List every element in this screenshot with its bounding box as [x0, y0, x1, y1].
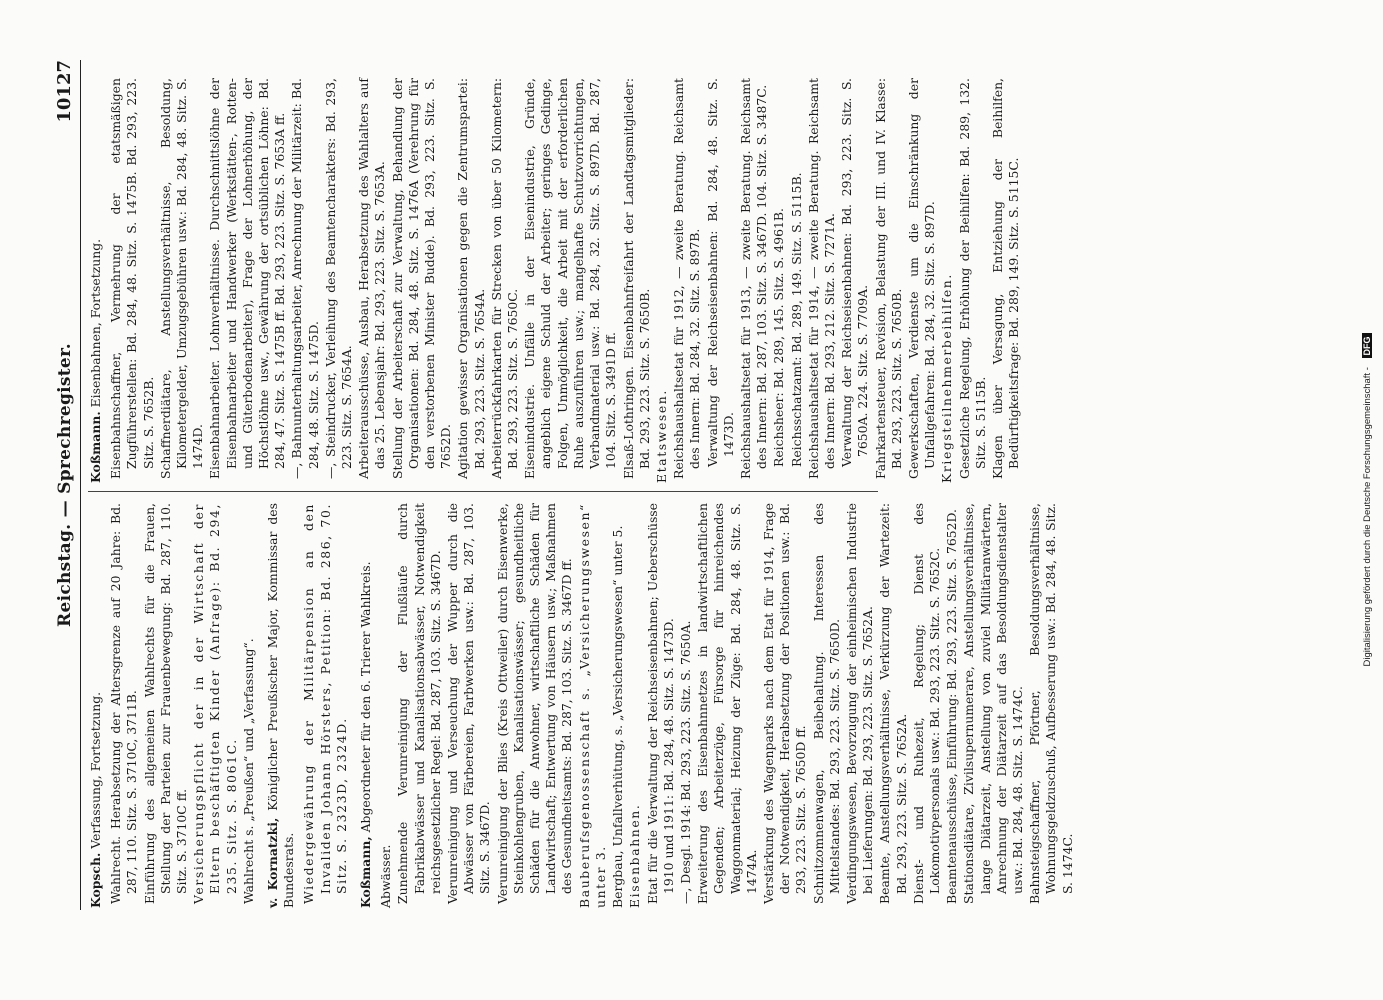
entry-kossmann	[358, 503, 374, 908]
section-heading: Abwässer.	[378, 844, 394, 908]
entry-line: Eisenbahnarbeiter. Lohnverhältnisse. Durchschnittslöhne der Eisenbahnarbeiter und Handwerker (Werkstätten-, Rotten- und Güterbodenarbeiter), Frage der Lohnerhöhung, der Höchstlöhne usw., Gewährung der ortsüblichen Löhne: Bd. 284, 47. Sitz. S. 1475B ff. Bd. 293, 223. Sitz. S. 7653A ff.	[207, 78, 288, 479]
entry-line: Elsaß-Lothringen. Eisenbahnfreifahrt der Landtagsmitglieder: Bd. 293, 223. Sitz. S. 7650B.	[620, 78, 652, 479]
entry-line: Eisenbahnschaffner, Vermehrung der etatsmäßigen Zugführerstellen: Bd. 284, 48. Sitz. S. 1475B. Bd. 293, 223. Sitz. S. 7652B.	[108, 78, 156, 479]
entry-line: Wahlrecht. Herabsetzung der Altersgrenze auf 20 Jahre: Bd. 287, 110. Sitz. S. 3710C, 3711B.	[108, 503, 140, 904]
entry-head: Koßmann.	[88, 411, 103, 483]
entry-line: Stellung der Arbeiterschaft zur Verwaltung, Behandlung der Organisationen: Bd. 284, 48. Sitz. S. 1476A (Verehrung für den verstorbenen Minister Budde). Bd. 293, 223. Sitz. S. 7652D.	[389, 78, 454, 479]
entry-line: Fahrkartensteuer, Revision, Belastung der III. und IV. Klasse: Bd. 293, 223. Sitz. S. 7650B.	[872, 78, 904, 479]
page-header	[50, 60, 81, 910]
entry-line: —, Steindrucker, Verleihung des Beamtencharakters: Bd. 293, 223. Sitz. S. 7654A.	[322, 78, 355, 479]
entry-line: —, Bahnunterhaltungsarbeiter, Anrechnung der Militärzeit: Bd. 284, 48. Sitz. S. 1475D.	[289, 78, 321, 479]
entry-line: Dienst- und Ruhezeit, Regelung; Dienst des Lokomotivpersonals usw.: Bd. 293, 223. Sitz. S. 7652C.	[910, 503, 942, 904]
entry-head: Kopsch.	[88, 852, 103, 908]
entry-head: Koßmann,	[358, 836, 374, 908]
entry-line: Stationsdiätare, Zivilsupernumerare, Anstellungsverhältnisse, lange Diätarzeit, Anstellung von zuviel Militäranwärtern, Anrechnung der Diätarzeit auf das Besoldungsdienstalter usw.: Bd. 284, 48. Sitz. S. 1474C.	[961, 503, 1025, 904]
entry-description: Abgeordneter für den 6. Trierer Wahlkreis.	[358, 561, 374, 833]
entry-line: Reichshaushaltsetat für 1914, — zweite Beratung. Reichsamt des Innern: Bd. 293, 212. Sitz. S. 7271A.	[805, 78, 837, 479]
entry-line: Wahlrecht s. „Preußen“ und „Verfassung“.	[240, 638, 256, 904]
entry-line: Verunreinigung der Blies (Kreis Ottweiler) durch Eisenwerke, Steinkohlengruben, Kanalisationswässer; gesundheitliche Schäden für die Anwohner, wirtschaftliche Schäden für Landwirtschaft; Entwertung von Häusern usw.; Maßnahmen des Gesundheitsamts: Bd. 287, 103. Sitz. S. 3467D ff.	[494, 503, 575, 904]
page-title: Reichstag. — Sprechregister.	[55, 343, 75, 627]
entry-line: —, Desgl. 1914: Bd. 293, 223. Sitz. S. 7650A.	[677, 620, 693, 904]
entry-line: Bergbau, Unfallverhütung, s. „Versicherungswesen“ unter 5.	[610, 525, 626, 908]
entry-line: Schnitzomnenwagen, Beibehaltung. Interessen des Mittelstandes: Bd. 293, 223. Sitz. S. 7650D.	[810, 503, 842, 904]
entry-line: Schaffnerdiätare, Anstellungsverhältnisse, Besoldung, Kilometergelder, Umzugsgebühren usw.: Bd. 284, 48. Sitz. S. 1474D.	[157, 78, 206, 479]
section-heading: Kriegsteilnehmerbeihilfen.	[939, 273, 955, 483]
entry-continuation: Verfassung, Fortsetzung.	[88, 691, 103, 849]
entry-line: Bauberufsgenossenschaft s. „Versicherungswesen“ unter 3.	[576, 503, 608, 908]
entry-line: Gesetzliche Regelung, Erhöhung der Beihilfen: Bd. 289, 132. Sitz. S. 5115B.	[956, 78, 988, 479]
entry-line: Einführung des allgemeinen Wahlrechts für die Frauen, Stellung der Parteien zur Frauenbewegung: Bd. 287, 110. Sitz. S. 3710C ff.	[141, 503, 190, 904]
entry-line: Gewerkschaften, Verdienste um die Einschränkung der Unfallgefahren: Bd. 284, 32. Sitz. S. 897D.	[905, 78, 938, 479]
entry-line: Etat für die Verwaltung der Reichseisenbahnen; Ueberschüsse 1910 und 1911: Bd. 284, 48. Sitz. S. 1473D.	[644, 503, 676, 904]
section-heading: Eisenbahnen.	[627, 803, 643, 908]
entry-line: Reichsheer: Bd. 289, 145. Sitz. S. 4961B.	[771, 208, 787, 467]
left-column	[88, 503, 1077, 908]
entry-kornatzki	[265, 503, 297, 908]
section-heading: Etatswesen.	[653, 389, 669, 483]
entry-line: Agitation gewisser Organisationen gegen die Zentrumspartei: Bd. 293, 223. Sitz. S. 7654A.	[455, 78, 487, 479]
entry-line: Erweiterung des Eisenbahnnetzes in landwirtschaftlichen Gegenden; Arbeiterzüge, Fürsorge für hinreichendes Waggonmaterial; Heizung der Züge: Bd. 284, 48. Sitz. S. 1474A.	[695, 503, 759, 904]
entry-line: Reichshaushaltsetat für 1913, — zweite Beratung. Reichsamt des Innern: Bd. 287, 103. Sitz. S. 3467D. 104. Sitz. S. 3487C.	[737, 78, 770, 479]
right-column	[88, 78, 1023, 483]
entry-line: Reichshaushaltsetat für 1912, — zweite Beratung. Reichsamt des Innern: Bd. 284, 32. Sitz. S. 897B.	[671, 78, 703, 479]
entry-line: Klagen über Versagung, Entziehung der Beihilfen, Bedürftigkeitsfrage: Bd. 289, 149. Sitz. S. 5115C.	[989, 78, 1022, 479]
entry-line: Wiedergewährung der Militärpension an den Invaliden Johann Hörsters, Petition: Bd. 286, 70. Sitz. S. 2323D, 2324D.	[301, 503, 349, 904]
entry-line: Verwaltung der Reichseisenbahnen: Bd. 293, 223. Sitz. S. 7650A. 224. Sitz. S. 7709A.	[839, 78, 871, 467]
entry-continuation: Eisenbahnen, Fortsetzung.	[88, 238, 103, 408]
entry-line: Beamtenausschüsse, Einführung: Bd. 293, 223. Sitz. S. 7652D.	[944, 509, 960, 904]
entry-line: Bahnsteigschaffner, Pförtner, Besoldungsverhältnisse, Wohnungsgeldzuschuß, Aufbesserung usw.: Bd. 284, 48. Sitz. S. 1474C.	[1027, 503, 1075, 904]
digitization-note	[1362, 0, 1380, 1000]
entry-line: Arbeiterrückfahrkarten für Strecken von über 50 Kilometern: Bd. 293, 223. Sitz. S. 7650C.	[488, 78, 521, 479]
entry-line: Reichsschatzamt: Bd. 289, 149. Sitz. S. 5115B.	[788, 172, 804, 467]
entry-line: Verstärkung des Wagenparks nach dem Etat für 1914, Frage der Notwendigkeit, Herabsetzung der Positionen usw.: Bd. 293, 223. Sitz. S. 7650D ff.	[760, 503, 809, 904]
entry-line: Verwaltung der Reichseisenbahnen: Bd. 284, 48. Sitz. S. 1473D.	[704, 78, 736, 467]
entry-head: v. Kornatzki,	[265, 817, 281, 908]
entry-line: Versicherungspflicht der in der Wirtschaft der Eltern beschäftigten Kinder (Anfrage): Bd. 294, 235. Sitz. S. 8061C.	[191, 503, 239, 904]
funding-note: Digitalisierung gefördert durch die Deutsche Forschungsgemeinschaft -	[1362, 367, 1373, 667]
entry-line: Beamte, Anstellungsverhältnisse, Verkürzung der Wartezeit: Bd. 293, 223. Sitz. S. 7652A.	[877, 503, 909, 904]
entry-line: Verdingungswesen, Bevorzugung der einheimischen Industrie bei Lieferungen: Bd. 293, 223. Sitz. S. 7652A.	[843, 503, 876, 904]
entry-kopsch	[88, 503, 104, 908]
dfg-logo: DFG	[1362, 333, 1372, 358]
entry-line: Zunehmende Verunreinigung der Flußläufe durch Fabrikabwässer und Kanalisationsabwässer, Notwendigkeit reichsgesetzlicher Regel: Bd. 287, 103. Sitz. S. 3467D.	[395, 503, 443, 904]
entry-line: Arbeiterausschüsse, Ausbau, Herabsetzung des Wahlalters auf das 25. Lebensjahr: Bd. 293, 223. Sitz. S. 7653A.	[356, 78, 388, 479]
entry-line: Verunreinigung und Verseuchung der Wupper durch die Abwässer von Färbereien, Farbwerken usw.: Bd. 287, 103. Sitz. S. 3467D.	[445, 503, 493, 904]
entry-kossmann-continued	[88, 78, 104, 483]
entry-description: Königlicher Preußischer Major, Kommissar des Bundesrats.	[265, 503, 297, 908]
entry-line: Eisenindustrie. Unfälle in der Eisenindustrie, Gründe, angeblich eigene Schuld der Arbeiter; geringes Gedinge, Folgen, Unmöglichkeit, die Arbeit mit der erforderlichen Ruhe auszuführen usw.; mangelhafte Schutzvorrichtungen, Verbandmaterial usw.: Bd. 284, 32. Sitz. S. 897D. Bd. 287, 104. Sitz. S. 3491D ff.	[522, 78, 619, 479]
column-divider	[88, 491, 878, 492]
page-number: 10127	[54, 60, 75, 123]
